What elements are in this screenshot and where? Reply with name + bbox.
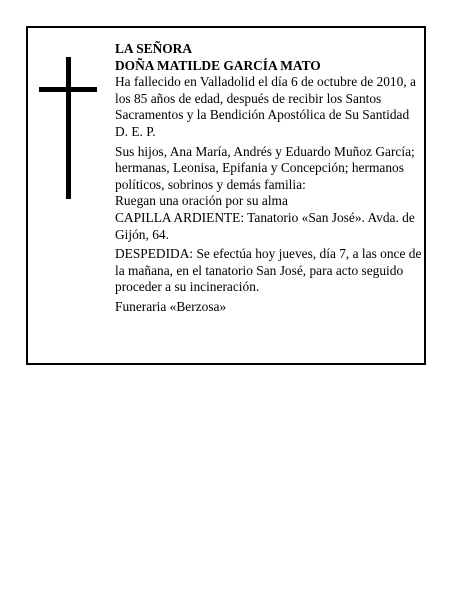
cross-icon xyxy=(39,57,97,199)
death-announcement: Ha fallecido en Valladolid el día 6 de octubre de 2010, a los 85 años de edad, después de recibir los Santos Sacramentos y la Bendición Apostólica de Su Santidad D. E. P. xyxy=(115,74,416,139)
obituary-notice xyxy=(26,26,426,365)
deceased-name: DOÑA MATILDE GARCÍA MATO xyxy=(115,57,321,73)
family-list: Sus hijos, Ana María, Andrés y Eduardo Muñoz García; hermanas, Leonisa, Epifania y Concepción; hermanos políticos, sobrinos y demás familia: xyxy=(115,143,415,192)
prayer-request: Ruegan una oración por su alma xyxy=(115,193,288,209)
cross-vertical-bar xyxy=(66,57,71,199)
farewell-details: DESPEDIDA: Se efectúa hoy jueves, día 7, a las once de la mañana, en el tanatorio San José, para acto seguido proceder a su incineración. xyxy=(115,246,422,295)
funeral-home: Funeraria «Berzosa» xyxy=(115,298,227,314)
title-line-1: LA SEÑORA xyxy=(115,41,193,56)
cross-horizontal-bar xyxy=(39,87,97,92)
funeral-chapel: CAPILLA ARDIENTE: Tanatorio «San José». Avda. de Gijón, 64. xyxy=(115,209,415,242)
notice-text xyxy=(115,41,425,316)
